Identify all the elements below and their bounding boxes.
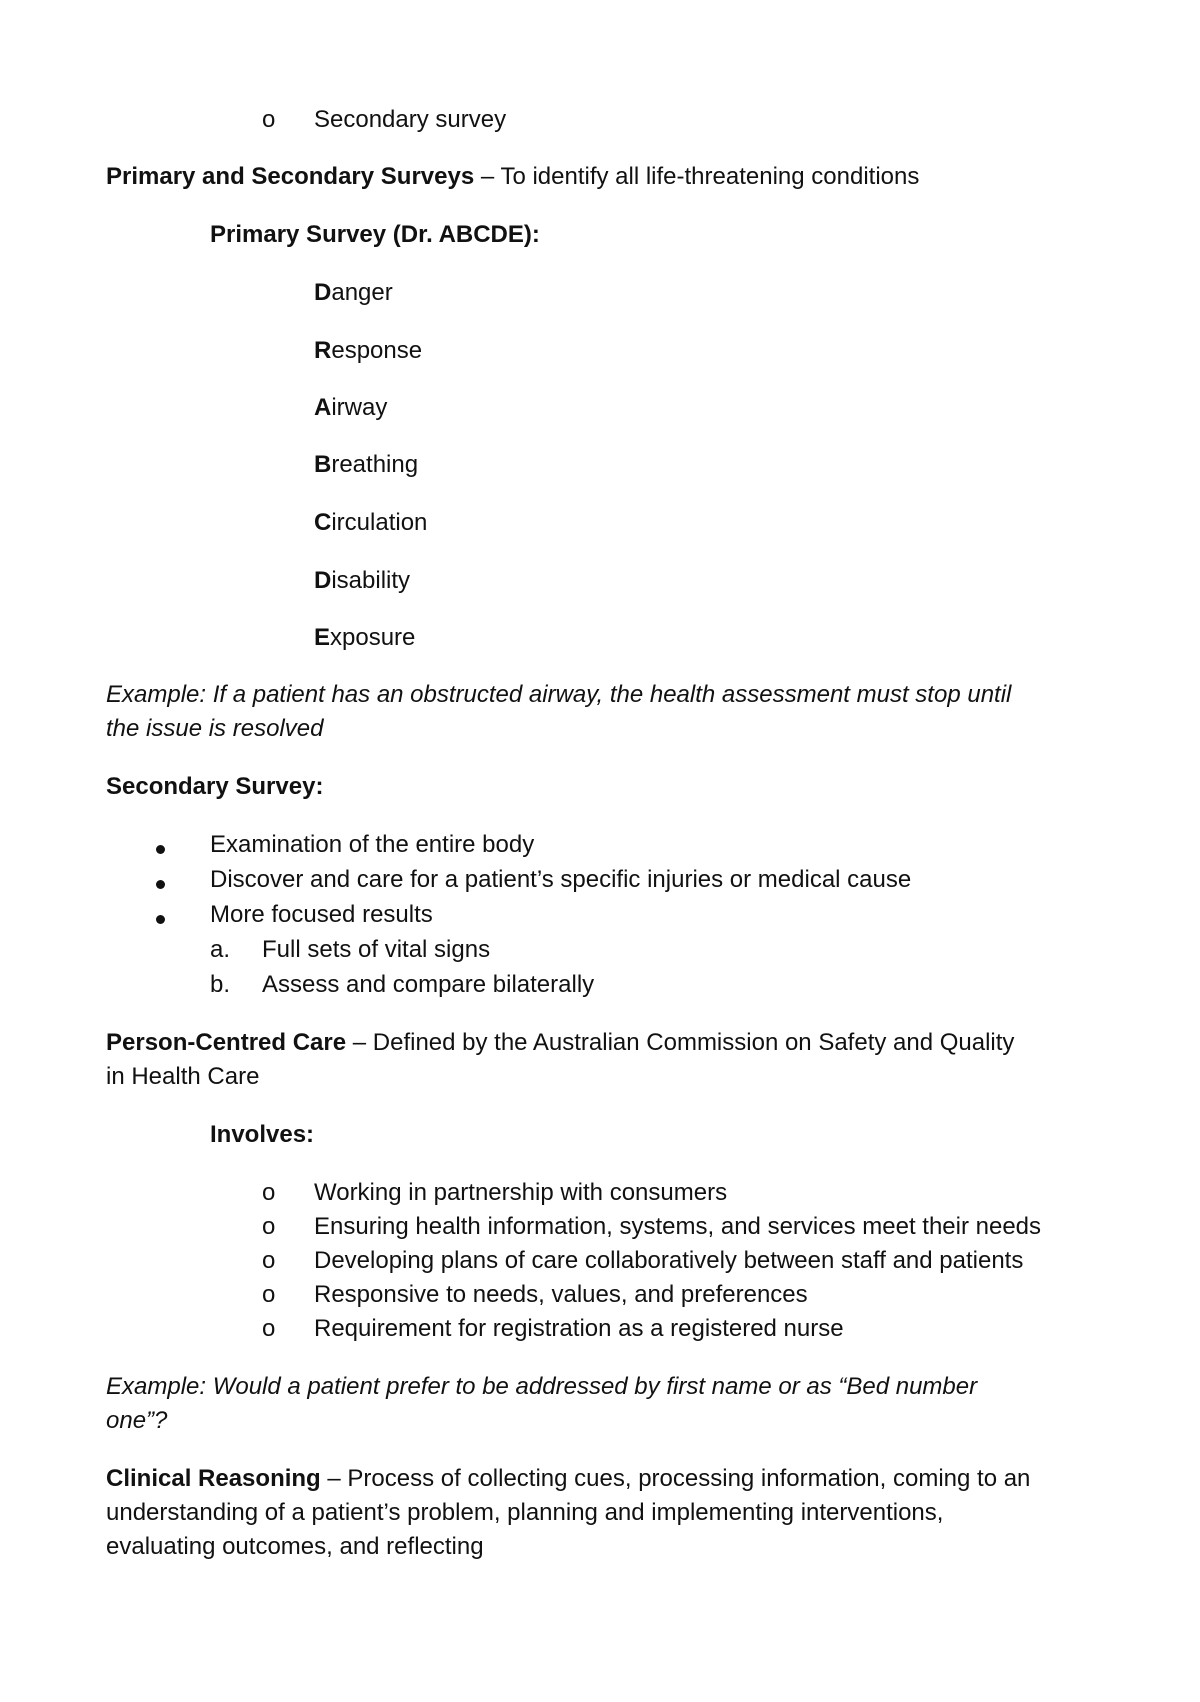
list-marker: o [262, 1213, 276, 1240]
bullet-icon [156, 845, 165, 854]
term-primary-secondary-surveys: Primary and Secondary Surveys [106, 163, 475, 190]
step-initial: D [314, 279, 332, 306]
abcde-step-airway [314, 393, 387, 423]
definition-continuation: understanding of a patient’s problem, planning and implementing interventions, [106, 1499, 944, 1526]
abcde-step-circulation [314, 508, 427, 538]
step-initial: A [314, 394, 332, 421]
definition-text: – To identify all life-threatening conditions [474, 163, 920, 190]
definition-primary-secondary-surveys [106, 162, 919, 192]
bullet-icon [156, 880, 165, 889]
abcde-step-response [314, 336, 422, 366]
involves-item: Working in partnership with consumers [314, 1179, 728, 1206]
example-airway-line-1: Example: If a patient has an obstructed airway, the health assessment must stop until [106, 681, 1012, 708]
involves-heading: Involves: [210, 1121, 315, 1148]
term-person-centred-care: Person-Centred Care [106, 1029, 347, 1056]
step-rest: xposure [330, 624, 416, 651]
sub-item: Full sets of vital signs [262, 936, 491, 963]
bullet-item: More focused results [210, 901, 433, 928]
step-initial: B [314, 451, 332, 478]
definition-text: – Defined by the Australian Commission on Safety and Quality [346, 1029, 1015, 1056]
step-rest: irway [331, 394, 388, 421]
bullet-item: Discover and care for a patient’s specific injuries or medical cause [210, 866, 912, 893]
step-rest: esponse [331, 337, 423, 364]
abcde-step-disability [314, 566, 410, 596]
step-initial: E [314, 624, 331, 651]
involves-item: Responsive to needs, values, and preferences [314, 1281, 808, 1308]
step-rest: irculation [331, 509, 428, 536]
step-initial: D [314, 567, 332, 594]
step-rest: reathing [331, 451, 419, 478]
sub-item-marker: b. [210, 971, 231, 998]
step-initial: R [314, 337, 332, 364]
abcde-step-breathing [314, 450, 418, 480]
involves-item: Requirement for registration as a registered nurse [314, 1315, 844, 1342]
list-marker: o [262, 1315, 276, 1342]
definition-continuation: evaluating outcomes, and reflecting [106, 1533, 484, 1560]
list-marker: o [262, 1179, 276, 1206]
bullet-item: Examination of the entire body [210, 831, 535, 858]
abcde-step-danger [314, 278, 393, 308]
definition-clinical-reasoning [106, 1464, 1030, 1494]
definition-continuation: in Health Care [106, 1063, 260, 1090]
step-rest: isability [331, 567, 411, 594]
involves-item: Ensuring health information, systems, and services meet their needs [314, 1213, 1042, 1240]
example-bed-number-line-1: Example: Would a patient prefer to be addressed by first name or as “Bed number [106, 1373, 978, 1400]
definition-person-centred-care [106, 1028, 1014, 1058]
list-marker: o [262, 1281, 276, 1308]
step-rest: anger [331, 279, 393, 306]
example-airway-line-2: the issue is resolved [106, 715, 324, 742]
sub-item: Assess and compare bilaterally [262, 971, 595, 998]
list-item: Secondary survey [314, 106, 507, 133]
sub-item-marker: a. [210, 936, 231, 963]
bullet-icon [156, 915, 165, 924]
primary-survey-heading: Primary Survey (Dr. ABCDE): [210, 221, 540, 248]
term-clinical-reasoning: Clinical Reasoning [106, 1465, 321, 1492]
abcde-step-exposure [314, 623, 415, 653]
involves-item: Developing plans of care collaboratively between staff and patients [314, 1247, 1024, 1274]
list-marker: o [262, 106, 276, 133]
list-marker: o [262, 1247, 276, 1274]
step-initial: C [314, 509, 332, 536]
definition-text: – Process of collecting cues, processing information, coming to an [320, 1465, 1031, 1492]
example-bed-number-line-2: one”? [106, 1407, 168, 1434]
secondary-survey-heading: Secondary Survey: [106, 773, 324, 800]
